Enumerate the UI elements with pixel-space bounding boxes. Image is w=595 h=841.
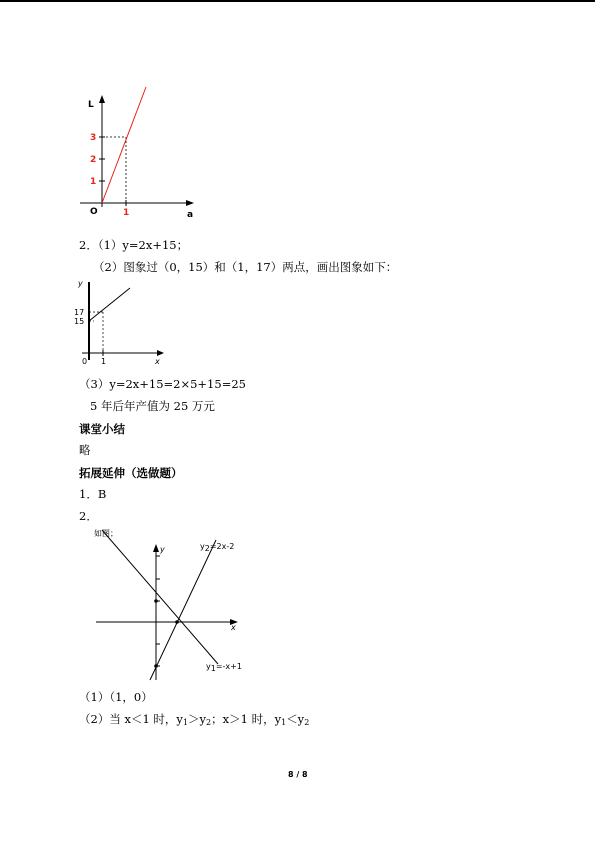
- figure-2-graph: [72, 278, 172, 370]
- fig2-x-label: x: [155, 357, 160, 366]
- fig2-xtick-1: 1: [101, 357, 107, 366]
- answer-1: （1）（1，0）: [79, 690, 153, 704]
- figure-1-graph: [72, 85, 202, 225]
- q2-conclusion: 5 年后年产值为 25 万元: [90, 399, 215, 413]
- q2-part1: 2．（1）y=2x+15；: [79, 238, 189, 252]
- fig3-x-label: x: [231, 623, 236, 632]
- summary-body: 略: [79, 443, 91, 457]
- fig3-point-intersection: [175, 620, 179, 624]
- answer-2: （2）当 x＜1 时，$y_1>y_2$；x＞1 时，$y_1<y_2$: [79, 712, 310, 727]
- fig2-line: [89, 288, 130, 321]
- fig1-origin-label: O: [90, 207, 98, 217]
- fig3-point-intercept-y2: [154, 664, 158, 668]
- fig2-x-arrow: [157, 350, 164, 356]
- fig2-ytick-15: 15: [74, 317, 85, 326]
- figure-3: [90, 524, 250, 684]
- fig1-x-label: a: [187, 210, 194, 220]
- extension-q1: 1．B: [79, 487, 107, 501]
- fig3-label-y2: $y_2=2x-2$: [200, 542, 235, 553]
- fig2-origin-label: 0: [82, 357, 88, 366]
- summary-heading: 课堂小结: [79, 422, 125, 436]
- fig1-x-arrow: [186, 200, 194, 206]
- fig2-ytick-17: 17: [74, 308, 85, 317]
- fig1-ytick-1: 1: [90, 177, 97, 187]
- fig1-ytick-3: 3: [90, 133, 97, 143]
- fig2-y-label: y: [78, 279, 83, 288]
- q2-part2: （2）图象过（0，15）和（1，17）两点，画出图象如下：: [93, 260, 398, 274]
- fig1-line: [102, 87, 146, 203]
- top-rule: [0, 0, 595, 2]
- fig1-y-label: L: [88, 100, 94, 110]
- fig3-y-label: y: [160, 545, 165, 554]
- fig1-xtick-1: 1: [123, 208, 130, 218]
- fig3-y-arrow: [153, 544, 159, 552]
- fig1-y-arrow: [99, 95, 105, 103]
- fig3-line-y2: [150, 540, 216, 680]
- fig3-label-y1: $y_1=-x+1$: [206, 662, 242, 673]
- fig3-point-intercept-y1: [154, 599, 158, 603]
- fig1-ytick-2: 2: [90, 155, 97, 165]
- q2-part3: （3）y=2x+15=2×5+15=25: [79, 377, 246, 391]
- extension-heading: 拓展延伸（选做题）: [79, 466, 183, 480]
- page-number: 8 / 8: [288, 770, 308, 779]
- fig3-caption: 如图；: [94, 529, 118, 538]
- extension-q2-label: 2．: [79, 509, 98, 523]
